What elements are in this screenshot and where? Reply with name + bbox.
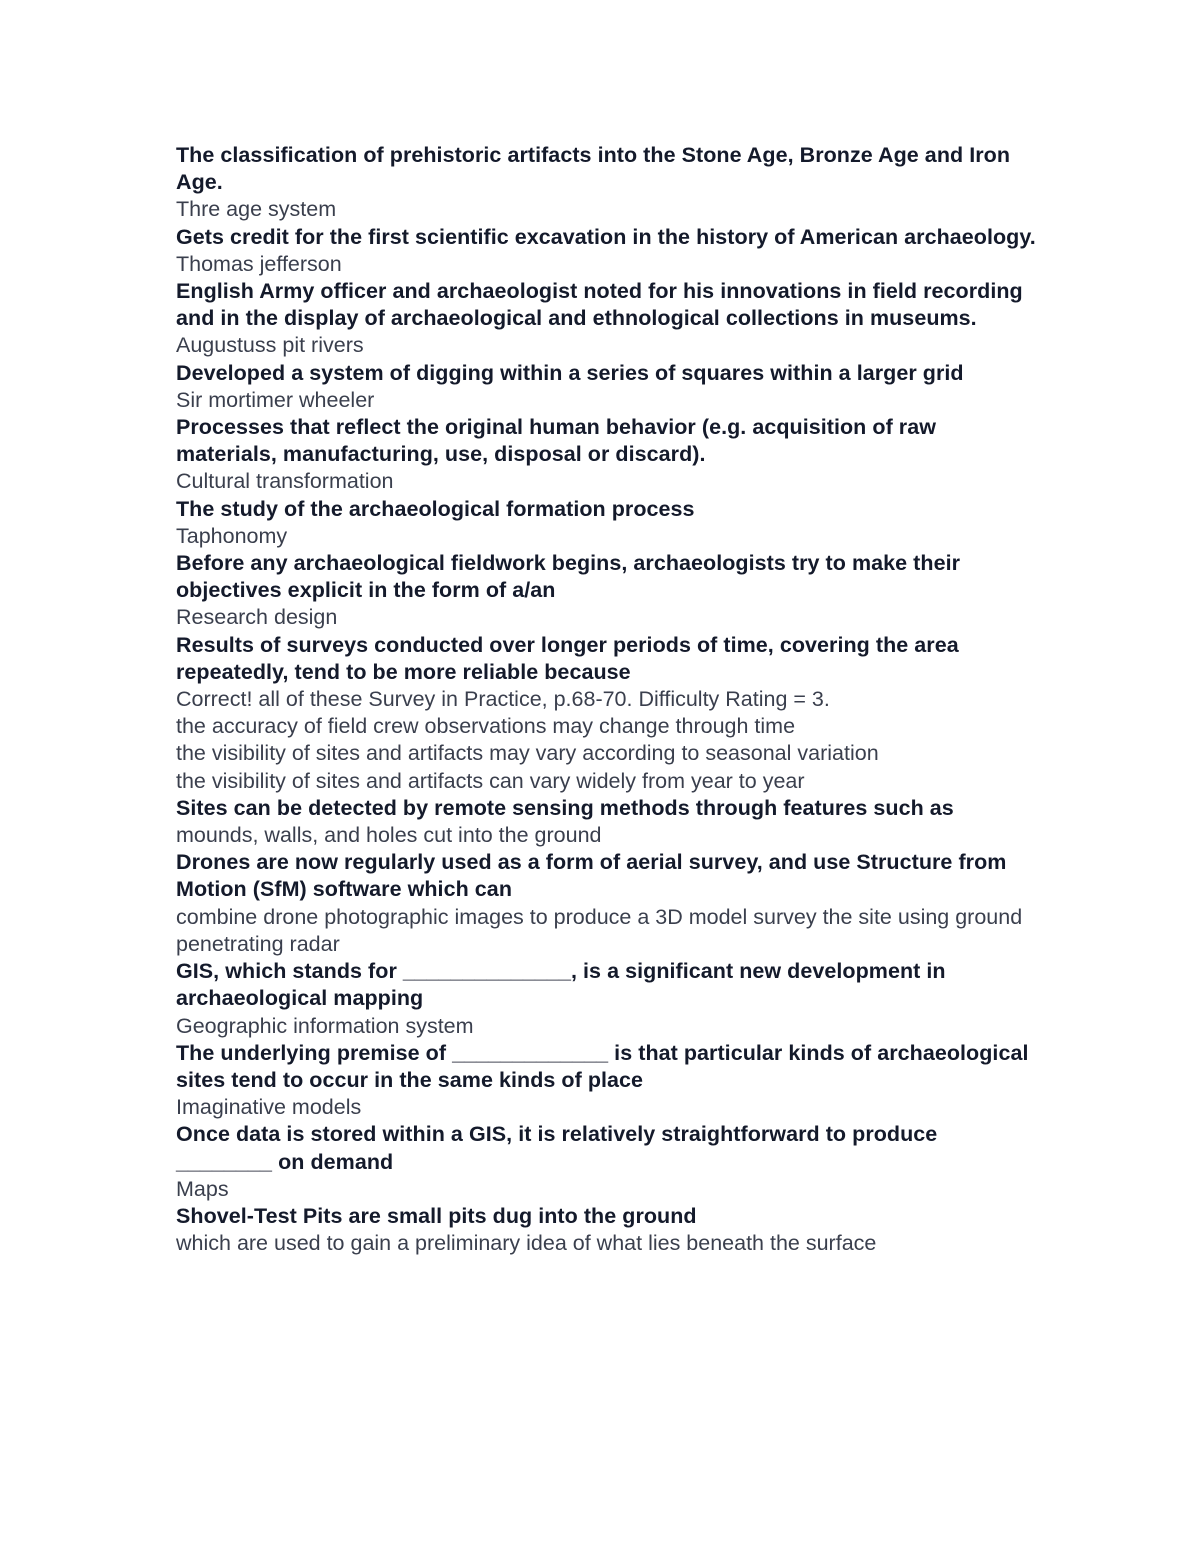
- answer-text: Cultural transformation: [176, 469, 394, 494]
- question-text: Drones are now regularly used as a form of aerial survey, and use Structure from Motion (SfM) software which can: [176, 850, 1007, 902]
- answer-text: the visibility of sites and artifacts can vary widely from year to year: [176, 768, 805, 793]
- question-text: The classification of prehistoric artifacts into the Stone Age, Bronze Age and Iron Age.: [176, 143, 1011, 195]
- question-text: Shovel-Test Pits are small pits dug into the ground: [176, 1203, 697, 1228]
- entry-4: [176, 360, 1036, 414]
- entry-12: [176, 1040, 1036, 1122]
- answer-text: Thre age system: [176, 197, 337, 222]
- question-text: Processes that reflect the original human behavior (e.g. acquisition of raw materials, manufacturing, use, disposal or discard).: [176, 415, 937, 467]
- entry-6: [176, 496, 1036, 550]
- answer-text: Maps: [176, 1176, 229, 1201]
- entry-10: [176, 849, 1036, 958]
- entry-8: [176, 632, 1036, 795]
- entry-14: [176, 1203, 1036, 1257]
- answer-text: Geographic information system: [176, 1013, 474, 1038]
- question-text: English Army officer and archaeologist noted for his innovations in field recording and in the display of archaeological and ethnological collections in museums.: [176, 279, 1023, 331]
- answer-text: Imaginative models: [176, 1095, 362, 1120]
- answer-text: mounds, walls, and holes cut into the ground: [176, 823, 602, 848]
- answer-text: Thomas jefferson: [176, 251, 342, 276]
- question-text: Results of surveys conducted over longer periods of time, covering the area repeatedly, tend to be more reliable because: [176, 632, 959, 684]
- answer-text: Sir mortimer wheeler: [176, 387, 375, 412]
- entry-13: [176, 1121, 1036, 1203]
- question-text: Once data is stored within a GIS, it is relatively straightforward to produce ________ on demand: [176, 1122, 938, 1174]
- entry-1: [176, 142, 1036, 224]
- question-text: Before any archaeological fieldwork begins, archaeologists try to make their objectives explicit in the form of a/an: [176, 551, 961, 603]
- answer-text: Augustuss pit rivers: [176, 333, 364, 358]
- question-text: GIS, which stands for ______________, is a significant new development in archaeological mapping: [176, 959, 946, 1011]
- answer-text: combine drone photographic images to produce a 3D model survey the site using ground penetrating radar: [176, 904, 1023, 956]
- entry-3: [176, 278, 1036, 360]
- question-text: The underlying premise of _____________ is that particular kinds of archaeological sites tend to occur in the same kinds of place: [176, 1040, 1029, 1092]
- question-text: Gets credit for the first scientific excavation in the history of American archaeology.: [176, 224, 1036, 249]
- question-text: The study of the archaeological formation process: [176, 496, 695, 521]
- answer-text: which are used to gain a preliminary idea of what lies beneath the surface: [176, 1231, 877, 1256]
- entry-7: [176, 550, 1036, 632]
- entry-9: [176, 795, 1036, 849]
- question-text: Sites can be detected by remote sensing methods through features such as: [176, 795, 954, 820]
- study-notes-page: [176, 142, 1036, 1257]
- answer-text: Correct! all of these Survey in Practice, p.68-70. Difficulty Rating = 3.: [176, 687, 830, 712]
- answer-text: the accuracy of field crew observations may change through time: [176, 714, 796, 739]
- answer-text: Taphonomy: [176, 523, 288, 548]
- entry-5: [176, 414, 1036, 496]
- question-text: Developed a system of digging within a series of squares within a larger grid: [176, 360, 964, 385]
- entry-11: [176, 958, 1036, 1040]
- answer-text: the visibility of sites and artifacts may vary according to seasonal variation: [176, 741, 879, 766]
- entry-2: [176, 224, 1036, 278]
- answer-text: Research design: [176, 605, 338, 630]
